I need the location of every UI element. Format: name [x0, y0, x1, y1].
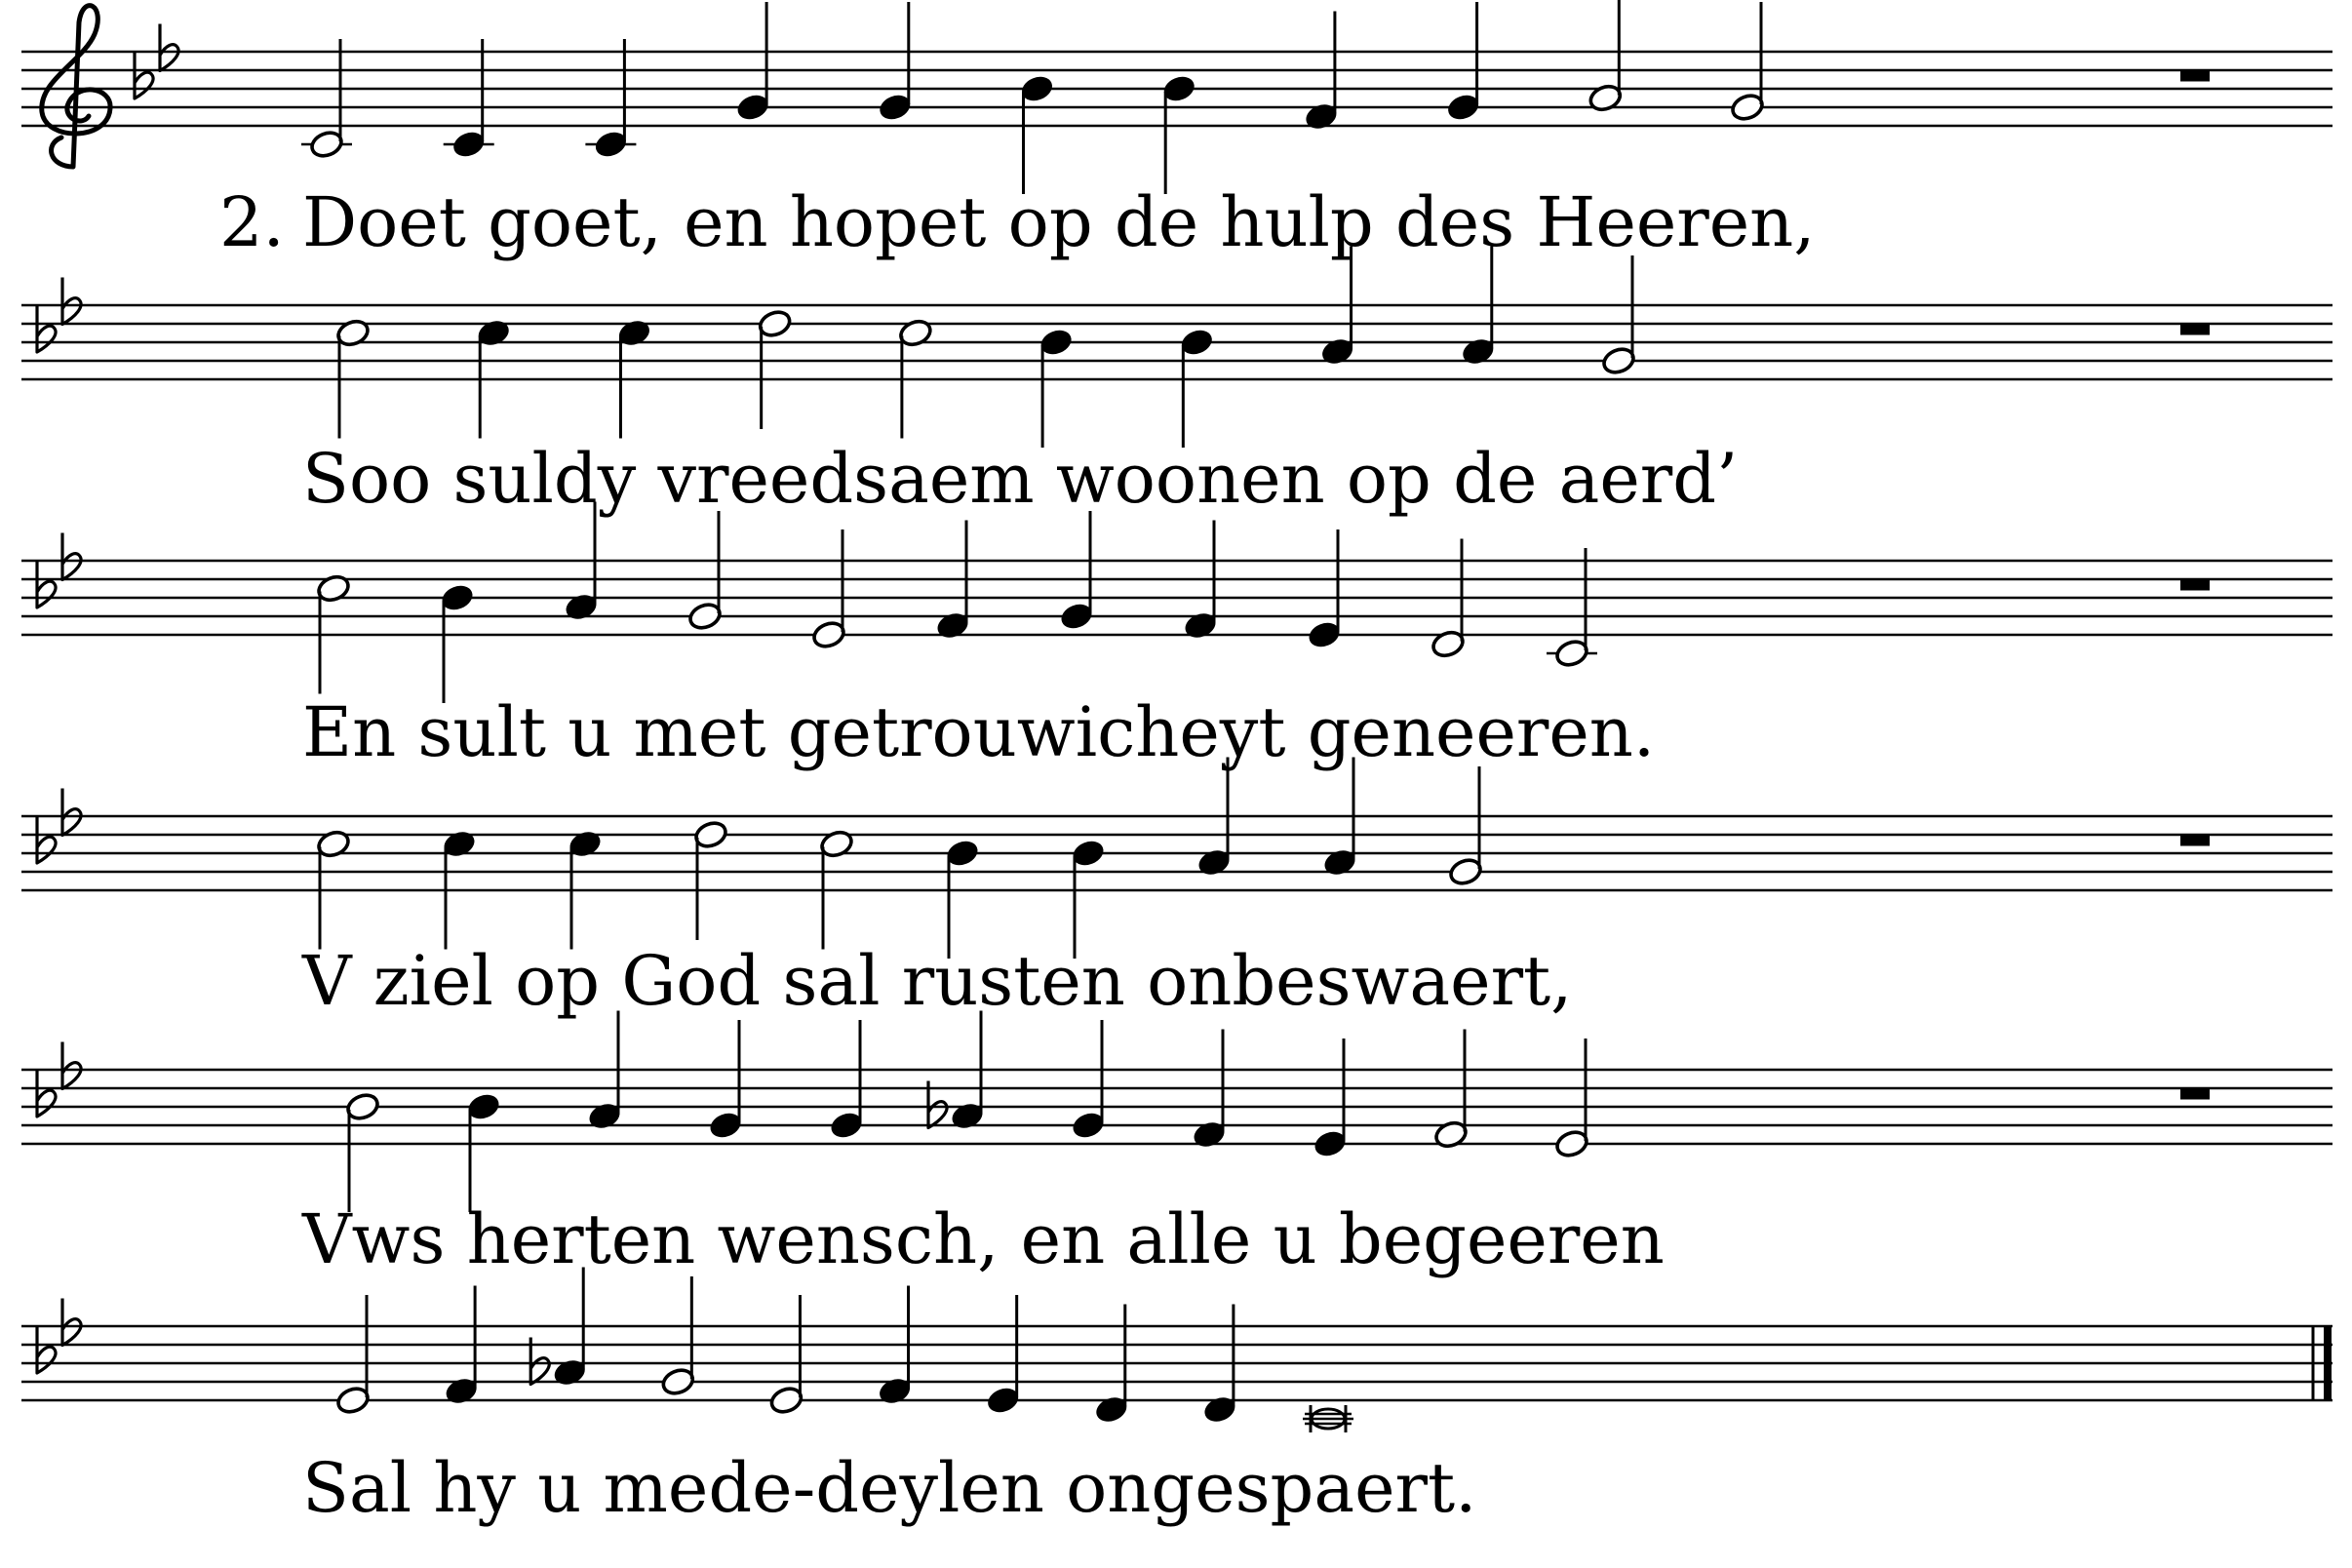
note [1179, 327, 1215, 448]
staff-system [21, 758, 2332, 1022]
key-signature-flat [37, 1326, 56, 1373]
note [1093, 1305, 1129, 1426]
note [877, 1286, 913, 1407]
note [1303, 1405, 1353, 1432]
note [1071, 1020, 1107, 1141]
note [935, 521, 971, 642]
note [877, 2, 913, 123]
note [1445, 2, 1481, 123]
note [1554, 1039, 1590, 1159]
lyric-line: V ziel op God sal rusten onbeswaert, [302, 941, 1573, 1021]
half-rest [2180, 71, 2210, 82]
note [735, 2, 771, 123]
note [693, 819, 729, 940]
note [1431, 539, 1467, 660]
note [440, 582, 476, 703]
note [768, 1295, 804, 1416]
staff-system [21, 247, 2332, 520]
note [985, 1295, 1021, 1416]
note [1196, 758, 1233, 879]
note [708, 1020, 744, 1141]
note [1460, 247, 1496, 368]
lyric-line: En sult u met getrouwicheyt geneeren. [302, 692, 1656, 772]
half-rest [2180, 580, 2210, 591]
note [1161, 73, 1197, 194]
note [1433, 1030, 1470, 1151]
note [1201, 1305, 1237, 1426]
note [1601, 255, 1637, 376]
note [1303, 12, 1339, 133]
note [585, 39, 636, 160]
note [316, 828, 352, 949]
note [345, 1091, 381, 1212]
note [1019, 73, 1055, 194]
key-signature-flat [62, 1299, 81, 1346]
note [301, 39, 352, 160]
note [1059, 511, 1095, 632]
note [1307, 529, 1343, 650]
score-content [21, 0, 2332, 1528]
note [1313, 1039, 1349, 1159]
note [530, 1268, 587, 1389]
note [1319, 247, 1355, 368]
note [476, 317, 512, 438]
note [587, 1011, 623, 1132]
note [568, 828, 604, 949]
half-rest [2180, 836, 2210, 846]
half-rest [2180, 325, 2210, 335]
lyric-line: Soo suldy vreedsaem woonen op de aerd’ [302, 439, 1739, 519]
note [442, 828, 478, 949]
note [335, 317, 372, 438]
staff-system [21, 502, 2332, 773]
lyric-line: Doet goet, en hopet op de hulp des Heeren, [302, 182, 1816, 262]
note [819, 828, 855, 949]
note [811, 529, 847, 650]
lyric-line: Sal hy u mede-deylen ongespaert. [302, 1448, 1477, 1528]
note [1547, 548, 1597, 669]
note [616, 317, 652, 438]
note [444, 39, 494, 160]
key-signature-flat [160, 24, 178, 71]
key-signature-flat [62, 1042, 81, 1089]
key-signature-flat [62, 533, 81, 580]
note [335, 1295, 372, 1416]
key-signature-flat [135, 52, 153, 98]
note [897, 317, 933, 438]
note [757, 308, 793, 429]
note [1192, 1030, 1228, 1151]
staff-system [21, 1011, 2332, 1280]
note [444, 1286, 480, 1407]
note [1039, 327, 1075, 448]
key-signature-flat [37, 305, 56, 352]
key-signature-flat [62, 278, 81, 325]
half-rest [2180, 1089, 2210, 1100]
treble-clef [42, 6, 110, 167]
note [316, 572, 352, 693]
note [1448, 766, 1484, 887]
note [564, 502, 600, 623]
key-signature-flat [37, 561, 56, 608]
staff-system [21, 1268, 2332, 1529]
note [928, 1011, 985, 1132]
lyric-line: Vws herten wensch, en alle u begeeren [302, 1199, 1665, 1279]
note [466, 1091, 502, 1212]
key-signature-flat [37, 1070, 56, 1117]
staff-system [21, 0, 2332, 262]
verse-number: 2. [219, 182, 285, 262]
key-signature-flat [62, 789, 81, 836]
note [829, 1020, 865, 1141]
note [1183, 521, 1219, 642]
key-signature-flat [37, 816, 56, 863]
note [1322, 758, 1358, 879]
note [687, 511, 724, 632]
note [1588, 0, 1624, 114]
note [660, 1276, 696, 1397]
note [1730, 2, 1766, 123]
